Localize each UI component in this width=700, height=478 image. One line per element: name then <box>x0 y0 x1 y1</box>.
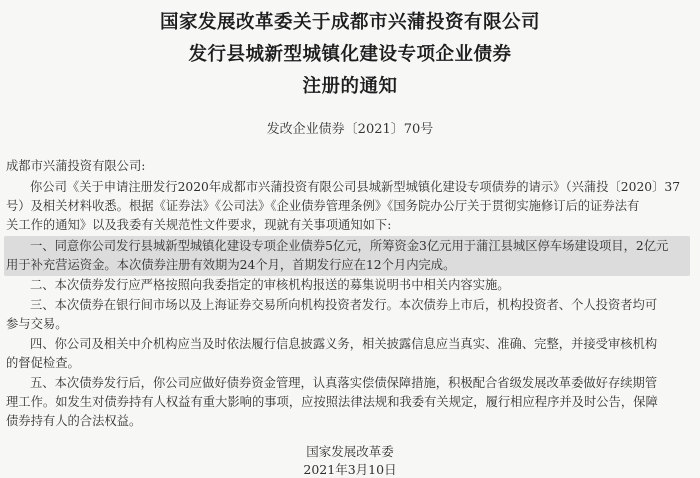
salutation: 成都市兴蒲投资有限公司: <box>6 159 146 173</box>
body-line: 一、同意你公司发行县城新型城镇化建设专项企业债券5亿元，所筹资金3亿元用于蒲江县城区停车场建设项目，2亿元 <box>30 239 669 253</box>
body-line: 理工作。如发生对债券持有人权益有重大影响的事项，应按照法律法规和我委有关规定，履行相应程序并及时公告，保障 <box>6 395 658 409</box>
title-line-1: 国家发展改革委关于成都市兴蒲投资有限公司 <box>159 12 540 33</box>
issue-date: 2021年3月10日 <box>303 462 397 477</box>
body-line: 五、本次债券发行后，你公司应做好债券资金管理，认真落实偿债保障措施，积极配合省级发展改革委做好存续期管 <box>30 376 658 390</box>
title-line-3: 注册的通知 <box>302 76 398 97</box>
body-line: 参与交易。 <box>6 317 68 331</box>
body-line: 的督促检查。 <box>6 356 80 370</box>
body-line: 用于补充营运资金。本次债券注册有效期为24个月，首期发行应在12个月内完成。 <box>6 258 456 272</box>
body-line: 债券持有人的合法权益。 <box>6 414 142 428</box>
document-number: 发改企业债券〔2021〕70号 <box>266 122 434 137</box>
body-line: 你公司《关于申请注册发行2020年成都市兴蒲投资有限公司县城新型城镇化建设专项债券的请示》（兴蒲投〔2020〕37 <box>30 180 681 194</box>
body-line: 二、本次债券发行应严格按照向我委指定的审核机构报送的募集说明书中相关内容实施。 <box>30 278 510 292</box>
body-line: 三、本次债券在银行间市场以及上海证券交易所向机构投资者发行。本次债券上市后，机构投资者、个人投资者均可 <box>30 298 658 312</box>
issuer-name: 国家发展改革委 <box>306 444 394 459</box>
body-line: 四、你公司及相关中介机构应当及时依法履行信息披露义务，相关披露信息应当真实、准确、完整，并接受审核机构 <box>30 337 658 351</box>
body-line: 号）及相关材料收悉。根据《证券法》《公司法》《企业债券管理条例》《国务院办公厅关于贯彻实施修订后的证券法有 <box>6 199 640 213</box>
body-line: 关工作的通知》以及我委有关规范性文件要求，现就有关事项通知如下: <box>6 218 392 232</box>
title-line-2: 发行县城新型城镇化建设专项企业债券 <box>188 44 512 65</box>
